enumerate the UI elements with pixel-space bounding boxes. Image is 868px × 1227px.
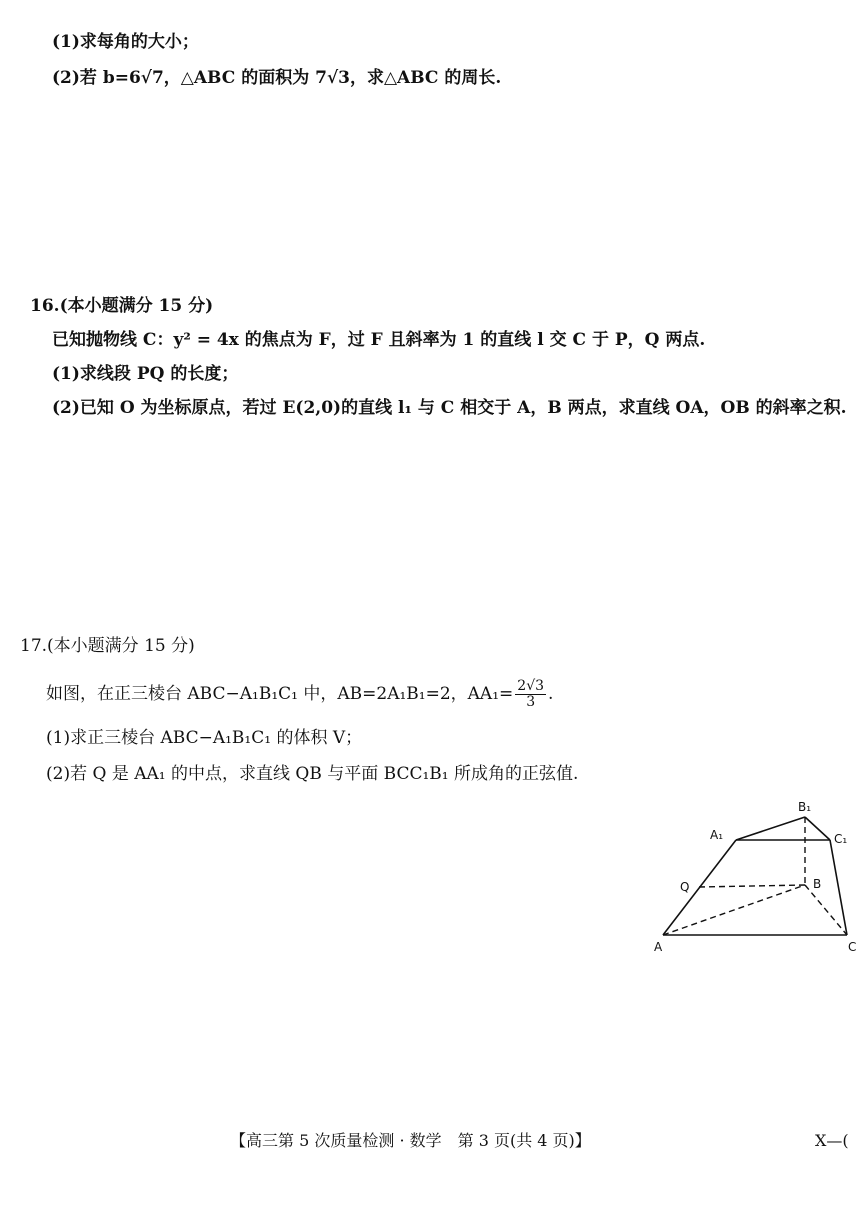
- label-Q: Q: [680, 880, 690, 894]
- edge-B1C1: [805, 817, 830, 840]
- edge-A1B1: [736, 817, 805, 840]
- segment-QB: [699, 885, 805, 887]
- label-B1: B₁: [798, 800, 812, 814]
- label-C: C: [848, 940, 857, 954]
- edge-CC1: [830, 840, 847, 935]
- q17-fraction: [515, 679, 546, 710]
- q16-stem: 已知抛物线 C：y² = 4x 的焦点为 F，过 F 且斜率为 1 的直线 l 交 C 于 P，Q 两点.: [52, 330, 706, 350]
- page-footer: 【高三第 5 次质量检测 · 数学 第 3 页(共 4 页)】: [230, 1131, 591, 1150]
- q17-fraction-numerator: 2√3: [517, 678, 545, 694]
- page-code: X—(: [815, 1131, 849, 1150]
- q17-fraction-denominator: 3: [526, 694, 536, 710]
- label-B: B: [813, 877, 822, 891]
- frustum-figure: [650, 795, 862, 960]
- label-A: A: [654, 940, 663, 954]
- q17-stem-text: 如图，在正三棱台 ABC−A₁B₁C₁ 中，AB=2A₁B₁=2，AA₁=: [46, 684, 514, 704]
- q16-part2: (2)已知 O 为坐标原点，若过 E(2,0)的直线 l₁ 与 C 相交于 A，B 两点，求直线 OA，OB 的斜率之积.: [52, 398, 847, 418]
- q15-part1: (1)求每角的大小；: [52, 32, 199, 52]
- q17-stem-end: .: [548, 684, 554, 704]
- label-A1: A₁: [710, 828, 724, 842]
- q15-part2: (2)若 b=6√7，△ABC 的面积为 7√3，求△ABC 的周长.: [52, 68, 502, 88]
- edge-BC: [805, 885, 847, 935]
- q17-stem: [46, 679, 553, 710]
- q17-part1: (1)求正三棱台 ABC−A₁B₁C₁ 的体积 V；: [46, 728, 363, 748]
- label-C1: C₁: [834, 832, 848, 846]
- q16-part1: (1)求线段 PQ 的长度；: [52, 364, 239, 384]
- q17-part2: (2)若 Q 是 AA₁ 的中点，求直线 QB 与平面 BCC₁B₁ 所成角的正弦值.: [46, 764, 579, 784]
- q16-header: 16.(本小题满分 15 分): [30, 296, 214, 316]
- q17-header: 17.(本小题满分 15 分): [20, 636, 195, 656]
